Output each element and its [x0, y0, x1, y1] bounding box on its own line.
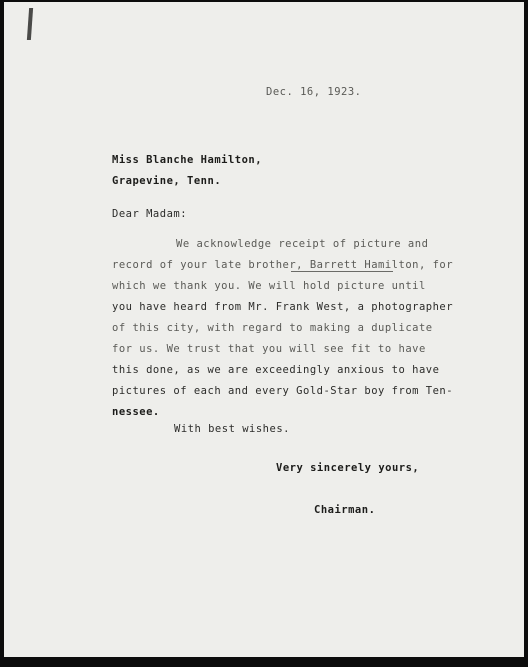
body-line-5: of this city, with regard to making a duplicate [112, 322, 433, 334]
complimentary-close: Very sincerely yours, [276, 462, 420, 474]
recipient-address: Grapevine, Tenn. [112, 175, 222, 187]
body-line-3: which we thank you. We will hold picture until [112, 280, 426, 292]
letter-date: Dec. 16, 1923. [266, 86, 362, 98]
salutation: Dear Madam: [112, 208, 188, 220]
body-line-6: for us. We trust that you will see fit to have [112, 343, 426, 355]
signature-title: Chairman. [314, 504, 376, 516]
body-line-2: record of your late brother, Barrett Hamilton, for [112, 259, 454, 271]
scan-edge-mark [27, 8, 33, 40]
closing-wish: With best wishes. [174, 423, 290, 435]
scan-bottom-border [0, 657, 528, 667]
name-underline [291, 271, 393, 272]
recipient-name: Miss Blanche Hamilton, [112, 154, 263, 166]
body-line-4: you have heard from Mr. Frank West, a photographer [112, 301, 454, 313]
body-line-7: this done, as we are exceedingly anxious to have [112, 364, 440, 376]
body-line-1: We acknowledge receipt of picture and [176, 238, 429, 250]
body-line-8: pictures of each and every Gold-Star boy from Ten- [112, 385, 454, 397]
letter-page [4, 2, 524, 657]
body-line-9: nessee. [112, 406, 160, 418]
